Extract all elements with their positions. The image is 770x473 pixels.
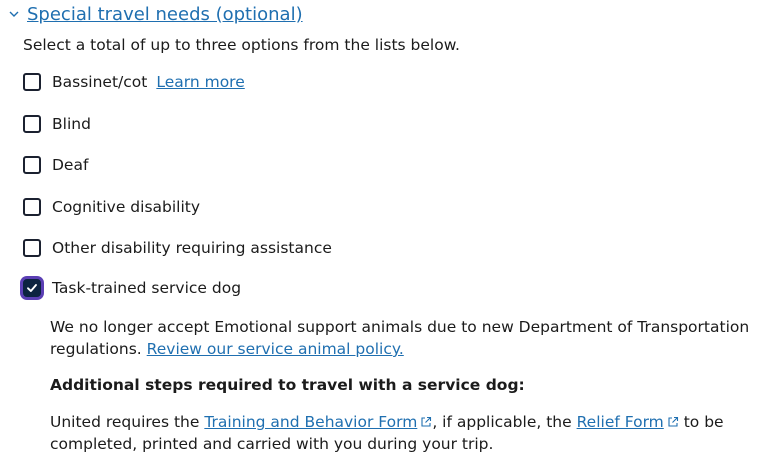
checkbox-box[interactable]: [23, 115, 41, 133]
checkmark-icon: [26, 282, 38, 294]
checkbox-label: Other disability requiring assistance: [52, 239, 332, 257]
learn-more-link[interactable]: Learn more: [156, 73, 245, 91]
checkbox-other-disability[interactable]: [23, 235, 332, 261]
checkbox-box[interactable]: [23, 198, 41, 216]
steps-heading-text: Additional steps required to travel with a service dog:: [50, 376, 525, 394]
esa-notice: [50, 316, 762, 360]
service-animal-policy-link[interactable]: Review our service animal policy.: [146, 340, 404, 358]
checkbox-deaf[interactable]: [23, 152, 88, 178]
checkbox-cognitive-disability[interactable]: [23, 194, 200, 220]
external-link-icon: [420, 416, 432, 428]
checkbox-bassinet-cot[interactable]: [23, 69, 245, 95]
steps-prefix: United requires the: [50, 413, 200, 431]
steps-heading: [50, 374, 762, 396]
checkbox-label: Cognitive disability: [52, 198, 201, 216]
checkbox-label: Bassinet/cot: [52, 73, 148, 91]
checkbox-box[interactable]: [23, 156, 41, 174]
accordion-toggle-special-travel-needs[interactable]: [8, 2, 303, 26]
instructions-text: Select a total of up to three options from the lists below.: [23, 36, 460, 54]
chevron-down-icon: [8, 8, 20, 20]
checkbox-box-checked[interactable]: [23, 279, 41, 297]
steps-text: [50, 411, 762, 455]
accordion-title[interactable]: Special travel needs (optional): [27, 3, 303, 25]
steps-middle: , if applicable, the: [432, 413, 572, 431]
checkbox-label: Blind: [52, 115, 91, 133]
checkbox-label: Deaf: [52, 156, 89, 174]
checkbox-task-trained-service-dog[interactable]: [23, 275, 241, 301]
checkbox-label: Task-trained service dog: [52, 279, 242, 297]
training-behavior-form-link[interactable]: Training and Behavior Form: [204, 413, 418, 431]
checkbox-box[interactable]: [23, 73, 41, 91]
steps-suffix: to be completed, printed and carried with you during your trip.: [50, 413, 724, 453]
checkbox-box[interactable]: [23, 239, 41, 257]
relief-form-link[interactable]: Relief Form: [576, 413, 664, 431]
esa-notice-text: We no longer accept Emotional support animals due to new Department of Transportation regulations.: [50, 318, 750, 358]
checkbox-blind[interactable]: [23, 111, 91, 137]
external-link-icon: [667, 416, 679, 428]
